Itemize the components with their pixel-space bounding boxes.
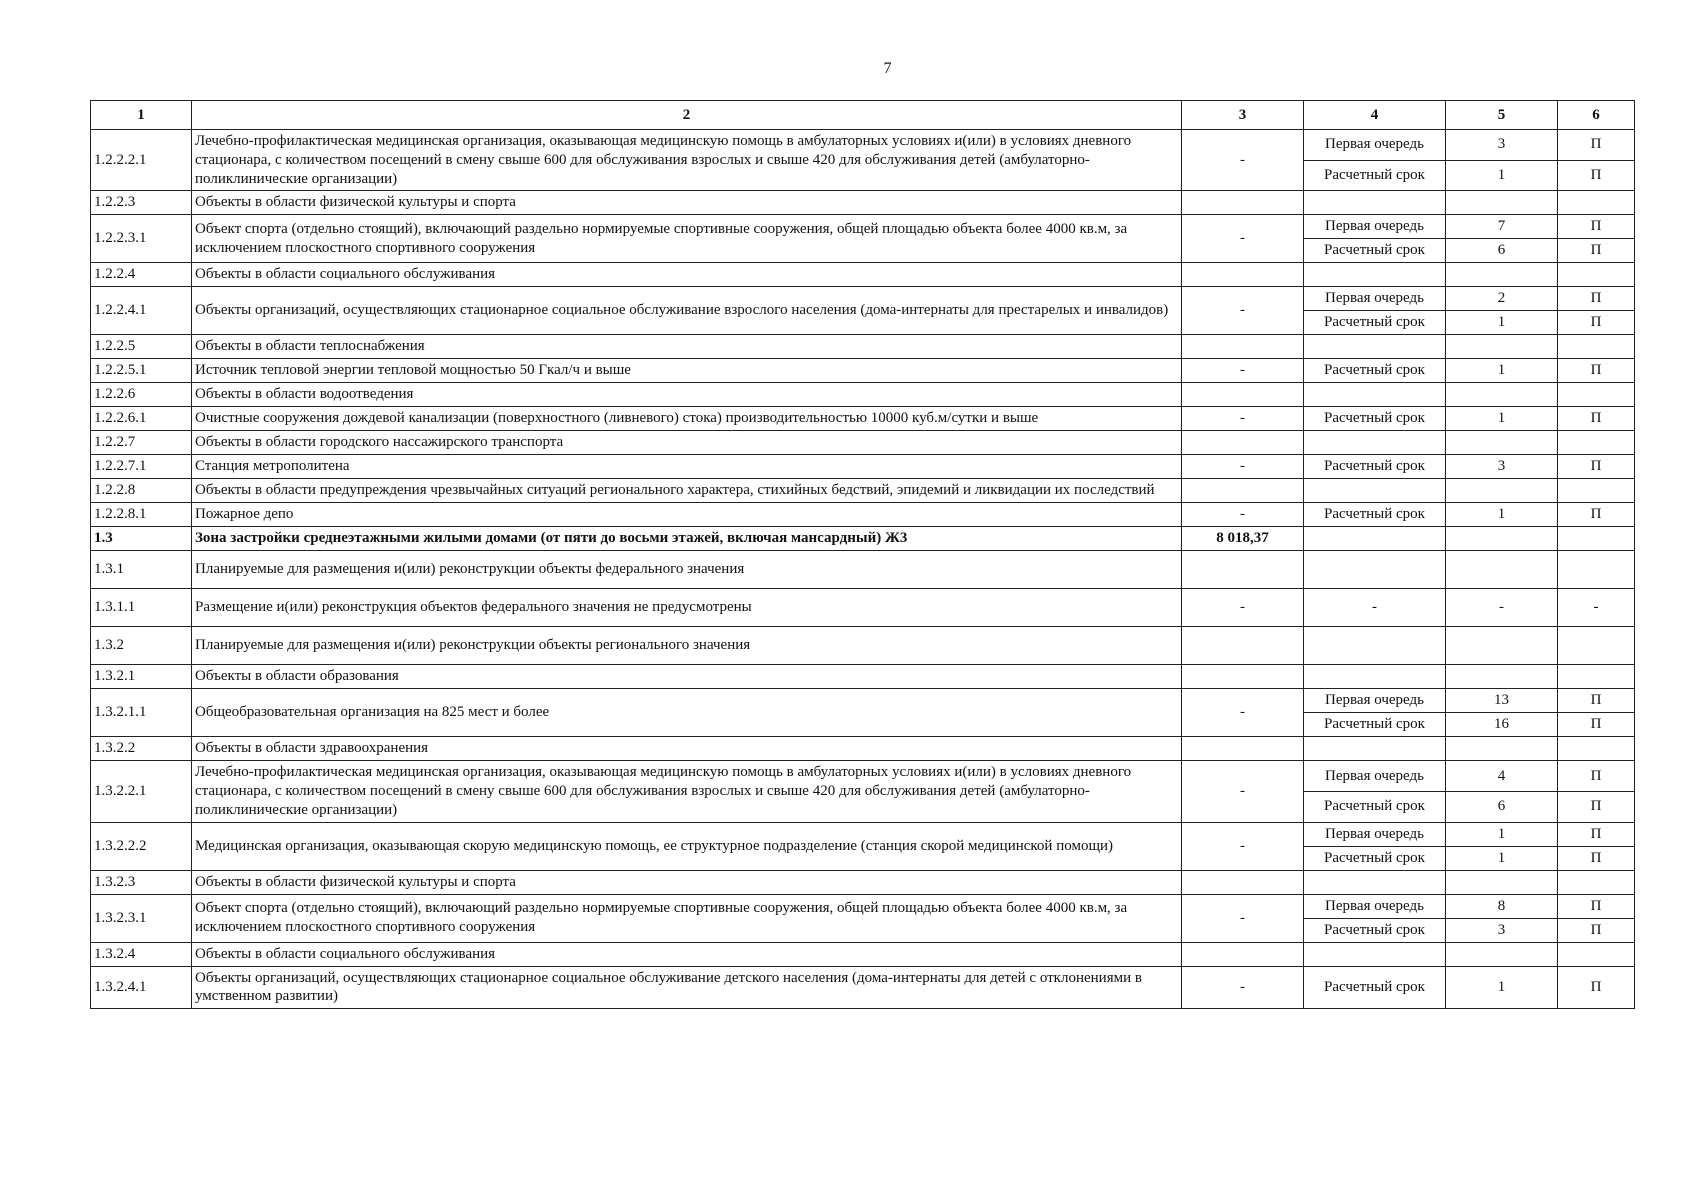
page-number: 7 <box>883 60 892 77</box>
row-term: Первая очередь <box>1304 215 1446 239</box>
row-name: Общеобразовательная организация на 825 мест и более <box>192 689 1182 737</box>
row-type: П <box>1558 239 1635 263</box>
row-type <box>1558 551 1635 589</box>
row-type: П <box>1558 503 1635 527</box>
row-code: 1.3.2.2.2 <box>91 822 192 870</box>
row-term <box>1304 479 1446 503</box>
table-row <box>91 359 1635 383</box>
table-row <box>91 407 1635 431</box>
row-type: П <box>1558 130 1635 161</box>
table-row <box>91 191 1635 215</box>
row-code: 1.2.2.8.1 <box>91 503 192 527</box>
row-count: - <box>1446 589 1558 627</box>
row-term <box>1304 431 1446 455</box>
row-term <box>1304 665 1446 689</box>
header-cell: 4 <box>1304 101 1446 130</box>
row-name: Объекты в области теплоснабжения <box>192 335 1182 359</box>
table-row <box>91 822 1635 846</box>
row-type: П <box>1558 846 1635 870</box>
row-area <box>1182 479 1304 503</box>
row-type: П <box>1558 761 1635 792</box>
table-row <box>91 527 1635 551</box>
row-count <box>1446 383 1558 407</box>
row-term <box>1304 551 1446 589</box>
row-type: П <box>1558 966 1635 1009</box>
row-count <box>1446 431 1558 455</box>
row-area: - <box>1182 894 1304 942</box>
row-code: 1.2.2.8 <box>91 479 192 503</box>
row-name: Лечебно-профилактическая медицинская организация, оказывающая медицинскую помощь в амбулаторных условиях и(или) в условиях дневного стационара, с количеством посещений в смену свыше 600 для обслуживания взрослых и свыше 420 для обслуживания детей (амбулаторно-поликлинические организации) <box>192 130 1182 191</box>
row-type: П <box>1558 359 1635 383</box>
row-term <box>1304 383 1446 407</box>
header-cell: 2 <box>192 101 1182 130</box>
row-term: - <box>1304 589 1446 627</box>
row-term: Расчетный срок <box>1304 966 1446 1009</box>
row-term: Расчетный срок <box>1304 359 1446 383</box>
table-row <box>91 215 1635 239</box>
table-row <box>91 627 1635 665</box>
row-area: - <box>1182 359 1304 383</box>
row-area: - <box>1182 407 1304 431</box>
row-area: - <box>1182 966 1304 1009</box>
row-count: 7 <box>1446 215 1558 239</box>
row-name: Объекты в области предупреждения чрезвычайных ситуаций регионального характера, стихийных бедствий, эпидемий и ликвидации их последствий <box>192 479 1182 503</box>
table-row <box>91 737 1635 761</box>
row-count <box>1446 627 1558 665</box>
row-name: Очистные сооружения дождевой канализации (поверхностного (ливневого) стока) производительностью 10000 куб.м/сутки и выше <box>192 407 1182 431</box>
row-area: - <box>1182 589 1304 627</box>
row-term <box>1304 335 1446 359</box>
row-count: 3 <box>1446 918 1558 942</box>
row-type: П <box>1558 822 1635 846</box>
row-name: Пожарное депо <box>192 503 1182 527</box>
row-count <box>1446 527 1558 551</box>
row-count <box>1446 263 1558 287</box>
row-type <box>1558 383 1635 407</box>
row-code: 1.3.2.2 <box>91 737 192 761</box>
row-term: Расчетный срок <box>1304 311 1446 335</box>
row-term: Расчетный срок <box>1304 455 1446 479</box>
row-name: Объекты в области городского нассажирского транспорта <box>192 431 1182 455</box>
header-cell: 3 <box>1182 101 1304 130</box>
row-count: 1 <box>1446 160 1558 191</box>
row-name: Объекты в области социального обслуживания <box>192 263 1182 287</box>
table-row <box>91 263 1635 287</box>
row-code: 1.3.1.1 <box>91 589 192 627</box>
row-type <box>1558 431 1635 455</box>
row-type: - <box>1558 589 1635 627</box>
row-code: 1.2.2.4 <box>91 263 192 287</box>
row-type: П <box>1558 791 1635 822</box>
row-code: 1.2.2.6 <box>91 383 192 407</box>
row-term <box>1304 527 1446 551</box>
row-count: 1 <box>1446 359 1558 383</box>
table-row <box>91 689 1635 713</box>
row-name: Объекты в области физической культуры и спорта <box>192 870 1182 894</box>
table-row <box>91 551 1635 589</box>
row-name: Объекты организаций, осуществляющих стационарное социальное обслуживание взрослого населения (дома-интернаты для престарелых и инвалидов) <box>192 287 1182 335</box>
row-type <box>1558 335 1635 359</box>
row-area <box>1182 335 1304 359</box>
row-code: 1.2.2.3 <box>91 191 192 215</box>
row-count: 16 <box>1446 713 1558 737</box>
row-code: 1.2.2.3.1 <box>91 215 192 263</box>
row-code: 1.2.2.7 <box>91 431 192 455</box>
row-name: Объекты в области социального обслуживания <box>192 942 1182 966</box>
row-area: - <box>1182 503 1304 527</box>
objects-table <box>90 100 1635 1009</box>
row-area <box>1182 627 1304 665</box>
row-term: Первая очередь <box>1304 287 1446 311</box>
row-type: П <box>1558 287 1635 311</box>
row-type <box>1558 737 1635 761</box>
table-row <box>91 761 1635 792</box>
table-row <box>91 383 1635 407</box>
row-name: Объект спорта (отдельно стоящий), включающий раздельно нормируемые спортивные сооружения, общей площадью объекта более 4000 кв.м, за исключением плоскостного спортивного сооружения <box>192 215 1182 263</box>
row-name: Объекты в области физической культуры и спорта <box>192 191 1182 215</box>
row-type <box>1558 527 1635 551</box>
row-term <box>1304 870 1446 894</box>
row-term: Расчетный срок <box>1304 918 1446 942</box>
row-area: - <box>1182 689 1304 737</box>
table-row <box>91 455 1635 479</box>
row-count: 1 <box>1446 503 1558 527</box>
row-count: 6 <box>1446 239 1558 263</box>
row-term <box>1304 263 1446 287</box>
row-code: 1.3.1 <box>91 551 192 589</box>
row-code: 1.2.2.7.1 <box>91 455 192 479</box>
row-area: - <box>1182 761 1304 822</box>
row-code: 1.2.2.6.1 <box>91 407 192 431</box>
row-count: 1 <box>1446 846 1558 870</box>
row-area <box>1182 383 1304 407</box>
row-area: - <box>1182 287 1304 335</box>
row-term: Расчетный срок <box>1304 407 1446 431</box>
row-name: Станция метрополитена <box>192 455 1182 479</box>
table-body <box>91 130 1635 1009</box>
row-name: Зона застройки среднеэтажными жилыми домами (от пяти до восьми этажей, включая мансардный) Ж3 <box>192 527 1182 551</box>
table-row <box>91 130 1635 161</box>
row-count <box>1446 335 1558 359</box>
row-area: - <box>1182 455 1304 479</box>
row-type: П <box>1558 918 1635 942</box>
row-name: Лечебно-профилактическая медицинская организация, оказывающая медицинскую помощь в амбулаторных условиях и(или) в условиях дневного стационара, с количеством посещений в смену свыше 600 для обслуживания взрослых и свыше 420 для обслуживания детей (амбулаторно-поликлинические организации) <box>192 761 1182 822</box>
row-name: Медицинская организация, оказывающая скорую медицинскую помощь, ее структурное подразделение (станция скорой медицинской помощи) <box>192 822 1182 870</box>
row-count <box>1446 665 1558 689</box>
row-count: 4 <box>1446 761 1558 792</box>
row-count: 13 <box>1446 689 1558 713</box>
row-code: 1.3 <box>91 527 192 551</box>
row-name: Размещение и(или) реконструкция объектов федерального значения не предусмотрены <box>192 589 1182 627</box>
header-cell: 6 <box>1558 101 1635 130</box>
row-type: П <box>1558 160 1635 191</box>
row-type: П <box>1558 311 1635 335</box>
row-area: 8 018,37 <box>1182 527 1304 551</box>
table-row <box>91 503 1635 527</box>
table-row <box>91 870 1635 894</box>
row-area: - <box>1182 215 1304 263</box>
row-term: Расчетный срок <box>1304 791 1446 822</box>
table-row <box>91 431 1635 455</box>
row-code: 1.2.2.5 <box>91 335 192 359</box>
row-type <box>1558 263 1635 287</box>
table-row <box>91 287 1635 311</box>
row-type: П <box>1558 455 1635 479</box>
header-cell: 1 <box>91 101 192 130</box>
row-count <box>1446 191 1558 215</box>
row-type <box>1558 191 1635 215</box>
row-name: Объекты организаций, осуществляющих стационарное социальное обслуживание детского населения (дома-интернаты для детей с отклонениями в умственном развитии) <box>192 966 1182 1009</box>
row-code: 1.3.2 <box>91 627 192 665</box>
row-area: - <box>1182 822 1304 870</box>
row-type <box>1558 479 1635 503</box>
row-name: Объекты в области образования <box>192 665 1182 689</box>
row-term <box>1304 627 1446 665</box>
row-code: 1.3.2.3 <box>91 870 192 894</box>
header-row <box>91 101 1635 130</box>
row-term: Расчетный срок <box>1304 713 1446 737</box>
row-type <box>1558 665 1635 689</box>
row-count: 1 <box>1446 407 1558 431</box>
row-code: 1.3.2.3.1 <box>91 894 192 942</box>
row-area <box>1182 870 1304 894</box>
row-name: Объекты в области здравоохранения <box>192 737 1182 761</box>
table-row <box>91 966 1635 1009</box>
row-name: Источник тепловой энергии тепловой мощностью 50 Гкал/ч и выше <box>192 359 1182 383</box>
row-code: 1.3.2.1 <box>91 665 192 689</box>
row-code: 1.3.2.2.1 <box>91 761 192 822</box>
row-code: 1.2.2.5.1 <box>91 359 192 383</box>
row-count <box>1446 551 1558 589</box>
row-type: П <box>1558 689 1635 713</box>
row-code: 1.3.2.1.1 <box>91 689 192 737</box>
row-term <box>1304 737 1446 761</box>
row-code: 1.2.2.4.1 <box>91 287 192 335</box>
row-area <box>1182 191 1304 215</box>
row-type <box>1558 942 1635 966</box>
row-name: Объекты в области водоотведения <box>192 383 1182 407</box>
row-code: 1.3.2.4.1 <box>91 966 192 1009</box>
row-count: 3 <box>1446 455 1558 479</box>
table-row <box>91 894 1635 918</box>
header-cell: 5 <box>1446 101 1558 130</box>
table-row <box>91 589 1635 627</box>
row-code: 1.3.2.4 <box>91 942 192 966</box>
row-count: 1 <box>1446 822 1558 846</box>
row-count: 2 <box>1446 287 1558 311</box>
row-term: Расчетный срок <box>1304 503 1446 527</box>
row-code: 1.2.2.2.1 <box>91 130 192 191</box>
row-term: Расчетный срок <box>1304 239 1446 263</box>
row-term: Первая очередь <box>1304 894 1446 918</box>
row-type: П <box>1558 894 1635 918</box>
row-area <box>1182 942 1304 966</box>
row-count <box>1446 870 1558 894</box>
row-area <box>1182 263 1304 287</box>
table-row <box>91 335 1635 359</box>
row-type: П <box>1558 215 1635 239</box>
table-row <box>91 479 1635 503</box>
row-type <box>1558 870 1635 894</box>
row-term: Расчетный срок <box>1304 160 1446 191</box>
row-area <box>1182 431 1304 455</box>
row-term <box>1304 191 1446 215</box>
row-type <box>1558 627 1635 665</box>
row-term: Первая очередь <box>1304 761 1446 792</box>
table-row <box>91 665 1635 689</box>
row-area: - <box>1182 130 1304 191</box>
row-term: Расчетный срок <box>1304 846 1446 870</box>
row-area <box>1182 551 1304 589</box>
row-count <box>1446 737 1558 761</box>
row-name: Объект спорта (отдельно стоящий), включающий раздельно нормируемые спортивные сооружения, общей площадью объекта более 4000 кв.м, за исключением плоскостного спортивного сооружения <box>192 894 1182 942</box>
row-type: П <box>1558 407 1635 431</box>
row-count: 1 <box>1446 311 1558 335</box>
row-count: 1 <box>1446 966 1558 1009</box>
row-term: Первая очередь <box>1304 130 1446 161</box>
row-term <box>1304 942 1446 966</box>
row-term: Первая очередь <box>1304 822 1446 846</box>
row-name: Планируемые для размещения и(или) реконструкции объекты регионального значения <box>192 627 1182 665</box>
row-count <box>1446 942 1558 966</box>
row-count: 3 <box>1446 130 1558 161</box>
table-row <box>91 942 1635 966</box>
row-term: Первая очередь <box>1304 689 1446 713</box>
row-count <box>1446 479 1558 503</box>
row-type: П <box>1558 713 1635 737</box>
row-count: 8 <box>1446 894 1558 918</box>
row-name: Планируемые для размещения и(или) реконструкции объекты федерального значения <box>192 551 1182 589</box>
row-area <box>1182 737 1304 761</box>
row-count: 6 <box>1446 791 1558 822</box>
row-area <box>1182 665 1304 689</box>
